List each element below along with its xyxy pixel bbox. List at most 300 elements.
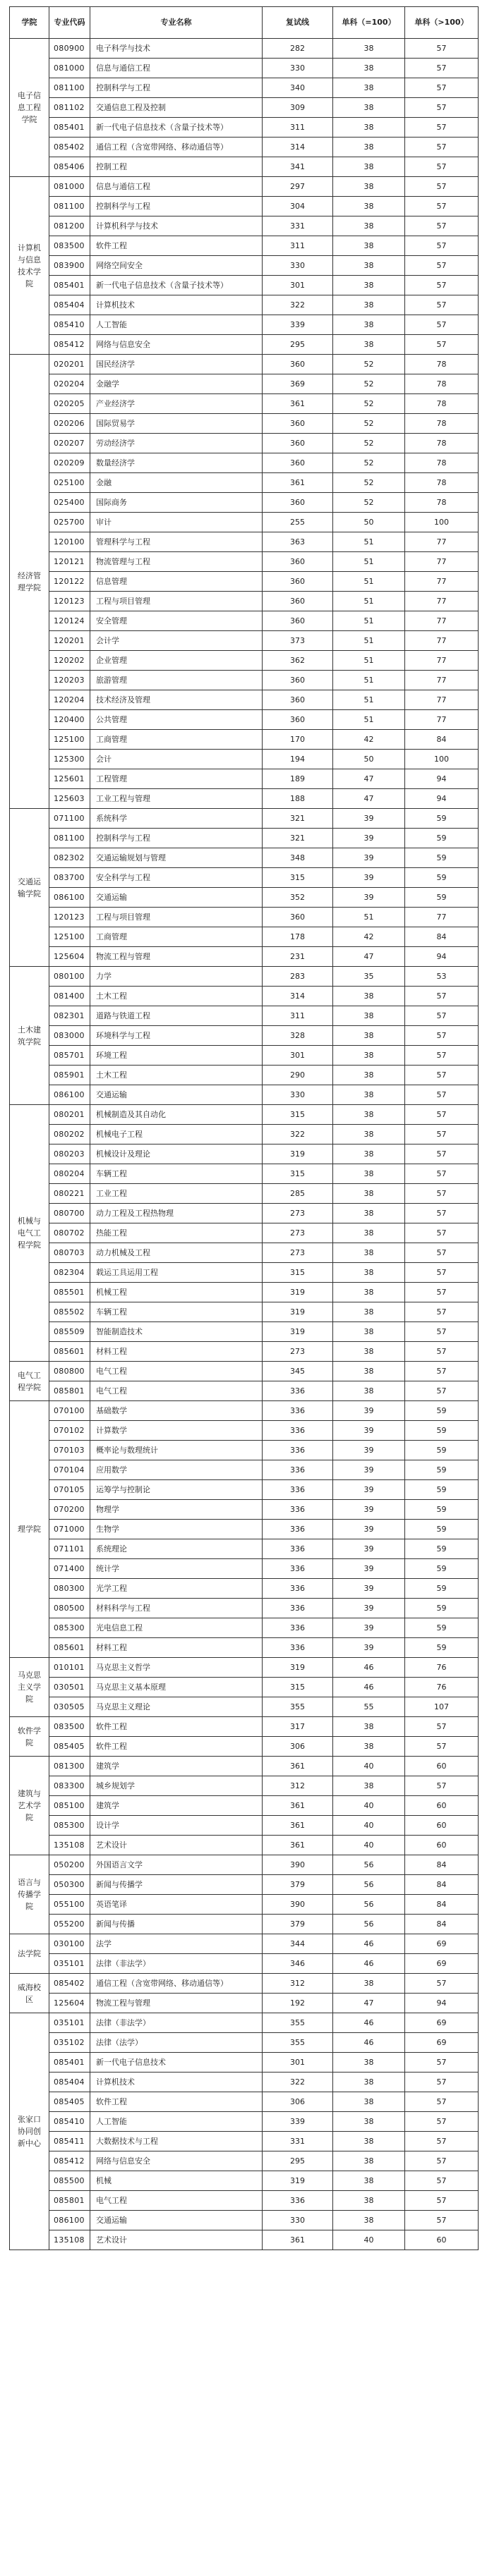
single-100-cell: 38	[333, 197, 405, 216]
major-name-cell: 建筑学	[90, 1757, 263, 1776]
major-code-cell: 080202	[49, 1125, 90, 1144]
table-row	[10, 1737, 479, 1757]
single-over-100-cell: 57	[405, 2151, 479, 2171]
retest-line-cell: 360	[263, 592, 333, 611]
retest-line-cell: 273	[263, 1204, 333, 1223]
major-name-cell: 网络空间安全	[90, 256, 263, 276]
single-100-cell: 38	[333, 138, 405, 157]
single-100-cell: 42	[333, 927, 405, 947]
single-100-cell: 38	[333, 2211, 405, 2230]
single-over-100-cell: 69	[405, 1934, 479, 1954]
single-100-cell: 51	[333, 710, 405, 730]
single-over-100-cell: 57	[405, 118, 479, 138]
retest-line-cell: 336	[263, 1599, 333, 1618]
major-name-cell: 软件工程	[90, 236, 263, 256]
single-100-cell: 51	[333, 532, 405, 552]
single-100-cell: 39	[333, 848, 405, 868]
major-code-cell: 120204	[49, 690, 90, 710]
major-name-cell: 信息与通信工程	[90, 177, 263, 197]
table-row	[10, 611, 479, 631]
single-over-100-cell: 60	[405, 1836, 479, 1855]
single-over-100-cell: 57	[405, 1243, 479, 1263]
retest-line-cell: 322	[263, 295, 333, 315]
major-name-cell: 物流管理与工程	[90, 552, 263, 572]
major-code-cell: 085411	[49, 2132, 90, 2151]
table-row	[10, 631, 479, 651]
table-row	[10, 1125, 479, 1144]
single-100-cell: 47	[333, 947, 405, 967]
table-row	[10, 1243, 479, 1263]
single-100-cell: 38	[333, 1776, 405, 1796]
table-row	[10, 2132, 479, 2151]
single-100-cell: 38	[333, 1223, 405, 1243]
major-name-cell: 通信工程（含宽带网络、移动通信等）	[90, 138, 263, 157]
table-row	[10, 809, 479, 829]
single-over-100-cell: 78	[405, 434, 479, 453]
single-100-cell: 56	[333, 1895, 405, 1915]
retest-line-cell: 379	[263, 1915, 333, 1934]
table-row	[10, 1658, 479, 1678]
table-row	[10, 1263, 479, 1283]
retest-line-cell: 321	[263, 809, 333, 829]
table-row	[10, 138, 479, 157]
single-over-100-cell: 57	[405, 98, 479, 118]
header-major: 专业名称	[90, 7, 263, 39]
major-code-cell: 070102	[49, 1421, 90, 1441]
single-100-cell: 39	[333, 868, 405, 888]
table-row	[10, 1638, 479, 1658]
major-code-cell: 081300	[49, 1757, 90, 1776]
major-name-cell: 安全科学与工程	[90, 868, 263, 888]
single-100-cell: 52	[333, 394, 405, 414]
retest-line-cell: 360	[263, 434, 333, 453]
retest-line-cell: 317	[263, 1717, 333, 1737]
retest-line-cell: 315	[263, 1105, 333, 1125]
retest-line-cell: 273	[263, 1243, 333, 1263]
single-over-100-cell: 57	[405, 1776, 479, 1796]
single-over-100-cell: 107	[405, 1697, 479, 1717]
single-100-cell: 38	[333, 118, 405, 138]
major-name-cell: 信息管理	[90, 572, 263, 592]
retest-line-cell: 170	[263, 730, 333, 750]
table-row	[10, 651, 479, 671]
retest-line-cell: 340	[263, 78, 333, 98]
table-row	[10, 908, 479, 927]
table-row	[10, 216, 479, 236]
single-100-cell: 51	[333, 908, 405, 927]
table-row	[10, 1559, 479, 1579]
retest-line-cell: 360	[263, 355, 333, 374]
retest-line-cell: 301	[263, 1046, 333, 1066]
table-row	[10, 1342, 479, 1362]
table-row	[10, 236, 479, 256]
retest-line-cell: 361	[263, 394, 333, 414]
major-code-cell: 086100	[49, 2211, 90, 2230]
major-name-cell: 企业管理	[90, 651, 263, 671]
major-name-cell: 交通信息工程及控制	[90, 98, 263, 118]
retest-line-cell: 390	[263, 1855, 333, 1875]
single-100-cell: 51	[333, 651, 405, 671]
retest-line-cell: 360	[263, 671, 333, 690]
major-name-cell: 电气工程	[90, 2191, 263, 2211]
retest-line-cell: 321	[263, 829, 333, 848]
single-100-cell: 38	[333, 2151, 405, 2171]
single-over-100-cell: 57	[405, 1737, 479, 1757]
school-name-cell: 语言与传播学院	[10, 1855, 49, 1934]
major-code-cell: 025100	[49, 473, 90, 493]
single-over-100-cell: 57	[405, 276, 479, 295]
single-100-cell: 38	[333, 177, 405, 197]
major-code-cell: 085412	[49, 335, 90, 355]
major-name-cell: 工程与项目管理	[90, 908, 263, 927]
header-code: 专业代码	[49, 7, 90, 39]
retest-line-cell: 301	[263, 276, 333, 295]
school-name-cell: 电子信息工程学院	[10, 39, 49, 177]
single-over-100-cell: 77	[405, 908, 479, 927]
single-100-cell: 38	[333, 78, 405, 98]
single-100-cell: 38	[333, 1144, 405, 1164]
single-over-100-cell: 84	[405, 1895, 479, 1915]
major-code-cell: 081100	[49, 197, 90, 216]
major-code-cell: 050300	[49, 1875, 90, 1895]
major-code-cell: 085402	[49, 1974, 90, 1994]
retest-line-cell: 231	[263, 947, 333, 967]
retest-line-cell: 306	[263, 2092, 333, 2112]
retest-line-cell: 255	[263, 513, 333, 532]
major-name-cell: 旅游管理	[90, 671, 263, 690]
single-over-100-cell: 100	[405, 513, 479, 532]
major-name-cell: 法学	[90, 1934, 263, 1954]
retest-line-cell: 336	[263, 1638, 333, 1658]
major-name-cell: 车辆工程	[90, 1164, 263, 1184]
major-name-cell: 新一代电子信息技术	[90, 2053, 263, 2073]
school-name-cell: 土木建筑学院	[10, 967, 49, 1105]
major-code-cell: 085401	[49, 2053, 90, 2073]
single-100-cell: 51	[333, 592, 405, 611]
table-row	[10, 592, 479, 611]
major-name-cell: 环境工程	[90, 1046, 263, 1066]
major-code-cell: 120202	[49, 651, 90, 671]
single-100-cell: 46	[333, 1678, 405, 1697]
retest-line-cell: 312	[263, 1974, 333, 1994]
single-100-cell: 38	[333, 59, 405, 78]
major-code-cell: 055100	[49, 1895, 90, 1915]
table-row	[10, 690, 479, 710]
single-100-cell: 38	[333, 1362, 405, 1381]
retest-line-cell: 283	[263, 967, 333, 987]
major-code-cell: 055200	[49, 1915, 90, 1934]
major-code-cell: 070103	[49, 1441, 90, 1460]
table-row	[10, 987, 479, 1006]
header-school: 学院	[10, 7, 49, 39]
table-row	[10, 1066, 479, 1085]
single-over-100-cell: 57	[405, 1283, 479, 1302]
major-code-cell: 085601	[49, 1638, 90, 1658]
single-100-cell: 38	[333, 1322, 405, 1342]
retest-line-cell: 331	[263, 2132, 333, 2151]
major-name-cell: 控制工程	[90, 157, 263, 177]
major-code-cell: 085500	[49, 2171, 90, 2191]
major-name-cell: 环境科学与工程	[90, 1026, 263, 1046]
major-name-cell: 外国语言文学	[90, 1855, 263, 1875]
retest-line-cell: 361	[263, 1757, 333, 1776]
single-over-100-cell: 94	[405, 789, 479, 809]
single-100-cell: 39	[333, 1401, 405, 1421]
single-100-cell: 38	[333, 1263, 405, 1283]
table-row	[10, 1875, 479, 1895]
major-name-cell: 运筹学与控制论	[90, 1480, 263, 1500]
single-over-100-cell: 94	[405, 947, 479, 967]
single-100-cell: 39	[333, 888, 405, 908]
single-over-100-cell: 57	[405, 1342, 479, 1362]
single-over-100-cell: 57	[405, 1717, 479, 1737]
major-name-cell: 人工智能	[90, 2112, 263, 2132]
retest-line-cell: 336	[263, 1579, 333, 1599]
retest-line-cell: 360	[263, 690, 333, 710]
single-100-cell: 52	[333, 453, 405, 473]
retest-line-cell: 319	[263, 1283, 333, 1302]
major-code-cell: 081100	[49, 78, 90, 98]
major-code-cell: 080201	[49, 1105, 90, 1125]
single-100-cell: 38	[333, 1125, 405, 1144]
major-code-cell: 125300	[49, 750, 90, 769]
retest-line-cell: 360	[263, 611, 333, 631]
major-code-cell: 080900	[49, 39, 90, 59]
major-code-cell: 071100	[49, 809, 90, 829]
table-row	[10, 355, 479, 374]
single-over-100-cell: 84	[405, 1855, 479, 1875]
retest-line-cell: 328	[263, 1026, 333, 1046]
single-over-100-cell: 77	[405, 572, 479, 592]
retest-line-cell: 362	[263, 651, 333, 671]
single-over-100-cell: 57	[405, 295, 479, 315]
table-row	[10, 1105, 479, 1125]
single-100-cell: 38	[333, 2112, 405, 2132]
major-code-cell: 082301	[49, 1006, 90, 1026]
single-over-100-cell: 59	[405, 1618, 479, 1638]
table-row	[10, 1895, 479, 1915]
single-over-100-cell: 57	[405, 2132, 479, 2151]
major-name-cell: 马克思主义理论	[90, 1697, 263, 1717]
single-over-100-cell: 53	[405, 967, 479, 987]
major-name-cell: 交通运输	[90, 888, 263, 908]
single-100-cell: 38	[333, 276, 405, 295]
table-row	[10, 730, 479, 750]
major-name-cell: 道路与铁道工程	[90, 1006, 263, 1026]
major-code-cell: 125604	[49, 947, 90, 967]
retest-line-cell: 361	[263, 1796, 333, 1816]
retest-line-cell: 363	[263, 532, 333, 552]
table-row	[10, 118, 479, 138]
major-code-cell: 070200	[49, 1500, 90, 1520]
table-row	[10, 1855, 479, 1875]
single-100-cell: 51	[333, 572, 405, 592]
major-name-cell: 马克思主义基本原理	[90, 1678, 263, 1697]
table-row	[10, 1836, 479, 1855]
major-name-cell: 建筑学	[90, 1796, 263, 1816]
single-over-100-cell: 57	[405, 1263, 479, 1283]
school-name-cell: 软件学院	[10, 1717, 49, 1757]
table-row	[10, 1085, 479, 1105]
single-over-100-cell: 77	[405, 592, 479, 611]
single-over-100-cell: 57	[405, 2211, 479, 2230]
table-row	[10, 848, 479, 868]
single-over-100-cell: 57	[405, 1302, 479, 1322]
major-name-cell: 机械制造及其自动化	[90, 1105, 263, 1125]
single-100-cell: 38	[333, 2171, 405, 2191]
retest-line-cell: 314	[263, 987, 333, 1006]
retest-line-cell: 315	[263, 1678, 333, 1697]
table-row	[10, 335, 479, 355]
major-name-cell: 热能工程	[90, 1223, 263, 1243]
single-100-cell: 46	[333, 2033, 405, 2053]
single-100-cell: 47	[333, 1994, 405, 2013]
major-code-cell: 086100	[49, 1085, 90, 1105]
major-code-cell: 081000	[49, 59, 90, 78]
major-name-cell: 机械设计及理论	[90, 1144, 263, 1164]
single-100-cell: 52	[333, 434, 405, 453]
single-100-cell: 39	[333, 809, 405, 829]
retest-line-cell: 315	[263, 1164, 333, 1184]
table-row	[10, 1934, 479, 1954]
major-code-cell: 085801	[49, 2191, 90, 2211]
major-code-cell: 085404	[49, 2073, 90, 2092]
table-row	[10, 829, 479, 848]
single-over-100-cell: 59	[405, 868, 479, 888]
single-over-100-cell: 57	[405, 39, 479, 59]
retest-line-cell: 188	[263, 789, 333, 809]
major-code-cell: 025700	[49, 513, 90, 532]
single-over-100-cell: 59	[405, 888, 479, 908]
major-name-cell: 车辆工程	[90, 1302, 263, 1322]
single-over-100-cell: 77	[405, 710, 479, 730]
single-over-100-cell: 57	[405, 1006, 479, 1026]
single-over-100-cell: 59	[405, 1638, 479, 1658]
single-over-100-cell: 59	[405, 1539, 479, 1559]
single-100-cell: 38	[333, 157, 405, 177]
single-over-100-cell: 84	[405, 1875, 479, 1895]
table-row	[10, 1223, 479, 1243]
major-code-cell: 080702	[49, 1223, 90, 1243]
single-over-100-cell: 69	[405, 2013, 479, 2033]
major-name-cell: 设计学	[90, 1816, 263, 1836]
single-over-100-cell: 57	[405, 2073, 479, 2092]
retest-line-cell: 336	[263, 1480, 333, 1500]
retest-line-cell: 339	[263, 315, 333, 335]
single-100-cell: 39	[333, 1599, 405, 1618]
single-over-100-cell: 100	[405, 750, 479, 769]
single-over-100-cell: 59	[405, 1559, 479, 1579]
major-name-cell: 金融	[90, 473, 263, 493]
major-name-cell: 计算机技术	[90, 295, 263, 315]
major-code-cell: 120122	[49, 572, 90, 592]
major-name-cell: 光电信息工程	[90, 1618, 263, 1638]
single-100-cell: 55	[333, 1697, 405, 1717]
table-row	[10, 493, 479, 513]
major-name-cell: 动力工程及工程热物理	[90, 1204, 263, 1223]
major-code-cell: 010101	[49, 1658, 90, 1678]
single-over-100-cell: 77	[405, 611, 479, 631]
retest-line-cell: 304	[263, 197, 333, 216]
single-100-cell: 38	[333, 2073, 405, 2092]
retest-line-cell: 282	[263, 39, 333, 59]
major-code-cell: 086100	[49, 888, 90, 908]
major-name-cell: 材料工程	[90, 1638, 263, 1658]
major-name-cell: 电气工程	[90, 1362, 263, 1381]
major-code-cell: 085406	[49, 157, 90, 177]
table-row	[10, 256, 479, 276]
major-code-cell: 135108	[49, 2230, 90, 2250]
major-code-cell: 030100	[49, 1934, 90, 1954]
single-100-cell: 38	[333, 1243, 405, 1263]
single-over-100-cell: 57	[405, 256, 479, 276]
header-row	[10, 7, 479, 39]
single-100-cell: 39	[333, 1559, 405, 1579]
retest-line-cell: 322	[263, 2073, 333, 2092]
major-name-cell: 基础数学	[90, 1401, 263, 1421]
single-100-cell: 40	[333, 1757, 405, 1776]
single-100-cell: 56	[333, 1855, 405, 1875]
table-row	[10, 1915, 479, 1934]
major-name-cell: 管理科学与工程	[90, 532, 263, 552]
single-over-100-cell: 84	[405, 1915, 479, 1934]
retest-line-cell: 319	[263, 1302, 333, 1322]
single-100-cell: 38	[333, 1184, 405, 1204]
table-row	[10, 1046, 479, 1066]
single-100-cell: 52	[333, 355, 405, 374]
table-row	[10, 710, 479, 730]
major-name-cell: 法律（法学）	[90, 2033, 263, 2053]
table-row	[10, 1520, 479, 1539]
single-100-cell: 40	[333, 2230, 405, 2250]
single-over-100-cell: 59	[405, 1520, 479, 1539]
table-row	[10, 1322, 479, 1342]
major-name-cell: 系统理论	[90, 1539, 263, 1559]
major-name-cell: 城乡规划学	[90, 1776, 263, 1796]
single-100-cell: 46	[333, 1658, 405, 1678]
table-row	[10, 750, 479, 769]
table-row	[10, 2151, 479, 2171]
major-code-cell: 081102	[49, 98, 90, 118]
single-over-100-cell: 59	[405, 1500, 479, 1520]
major-name-cell: 工业工程与管理	[90, 789, 263, 809]
retest-line-cell: 312	[263, 1776, 333, 1796]
major-code-cell: 085404	[49, 295, 90, 315]
major-name-cell: 通信工程（含宽带网络、移动通信等）	[90, 1974, 263, 1994]
single-100-cell: 38	[333, 1381, 405, 1401]
major-code-cell: 120201	[49, 631, 90, 651]
single-over-100-cell: 77	[405, 671, 479, 690]
single-over-100-cell: 57	[405, 1974, 479, 1994]
school-name-cell: 马克思主义学院	[10, 1658, 49, 1717]
table-row	[10, 1421, 479, 1441]
retest-line-cell: 352	[263, 888, 333, 908]
single-100-cell: 38	[333, 216, 405, 236]
retest-line-cell: 339	[263, 2112, 333, 2132]
major-code-cell: 120203	[49, 671, 90, 690]
retest-line-cell: 360	[263, 908, 333, 927]
single-100-cell: 51	[333, 631, 405, 651]
table-row	[10, 1460, 479, 1480]
retest-line-cell: 311	[263, 118, 333, 138]
major-name-cell: 法律（非法学）	[90, 1954, 263, 1974]
school-name-cell: 计算机与信息技术学院	[10, 177, 49, 355]
single-100-cell: 39	[333, 1539, 405, 1559]
single-over-100-cell: 78	[405, 394, 479, 414]
major-code-cell: 083300	[49, 1776, 90, 1796]
retest-line-cell: 178	[263, 927, 333, 947]
retest-line-cell: 360	[263, 453, 333, 473]
